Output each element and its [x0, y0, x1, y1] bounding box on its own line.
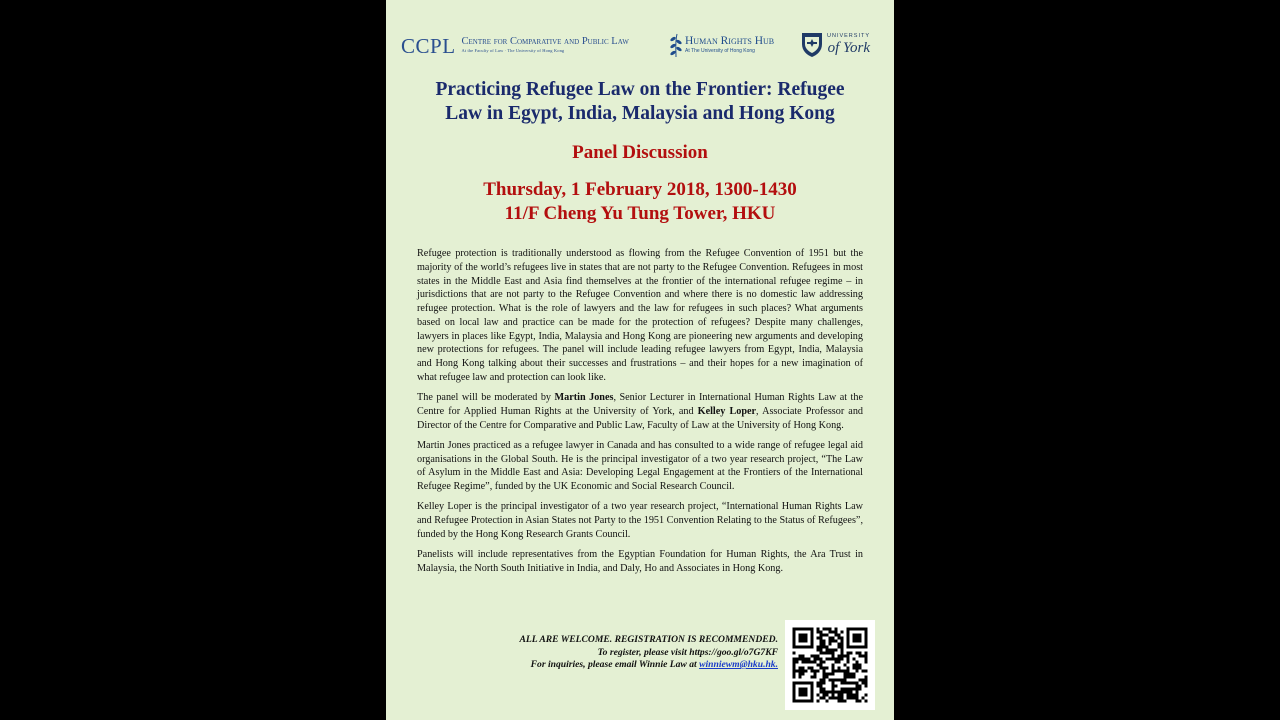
- york-university-label: UNIVERSITY: [827, 32, 871, 39]
- ccpl-logo: [401, 36, 629, 56]
- welcome-line: ALL ARE WELCOME. REGISTRATION IS RECOMMENDED.: [519, 634, 778, 645]
- moderator-name-1: Martin Jones: [554, 392, 614, 403]
- ccpl-name: Centre for Comparative and Public Law: [461, 36, 629, 47]
- description-paragraph-3: Martin Jones practiced as a refugee lawyer in Canada and has consulted to a wide range of refugee legal aid organisations in the Global South. He is the principal investigator of a two year research project, “The Law of Asylum in the Middle East and Asia: Developing Legal Engagement at the Frontiers of the International Refugee Regime”, funded by the UK Economic and Social Research Council.: [417, 439, 863, 492]
- human-rights-hub-logo: [669, 32, 774, 58]
- event-title-line-2: Law in Egypt, India, Malaysia and Hong Kong: [445, 103, 835, 124]
- panel-discussion-label: Panel Discussion: [572, 142, 708, 163]
- description-paragraph-2: The panel will be moderated by Martin Jones, Senior Lecturer in International Human Rights Law at the Centre for Applied Human Rights at the University of York, and Kelley Loper, Associate Professor and Director of the Centre for Comparative and Public Law, Faculty of Law at the University of Hong Kong.: [417, 392, 864, 431]
- register-line: To register, please visit https://goo.gl/o7G7KF: [597, 646, 778, 658]
- york-crest-icon: [800, 30, 824, 58]
- logo-bar: [386, 28, 894, 64]
- registration-footer: [486, 634, 778, 672]
- description-paragraph-5: Panelists will include representatives from the Egyptian Foundation for Human Rights, the Ara Trust in Malaysia, the North South Initiative in India, and Daly, Ho and Associates in Hong Kong.: [417, 549, 863, 574]
- moderator-name-2: Kelley Loper: [697, 405, 757, 417]
- poster: [386, 0, 894, 720]
- hrh-subtitle: At The University of Hong Kong: [685, 48, 755, 54]
- hrh-name: Human Rights Hub: [685, 35, 775, 47]
- ccpl-letters: CCPL: [401, 34, 456, 58]
- description-paragraph-1: Refugee protection is traditionally understood as flowing from the Refugee Convention of 1951 but the majority of the world’s refugees live in states that are not party to the Refugee Convention. Refugees in most states in the Middle East and Asia find themselves at the frontier of the international refugee regime – in jurisdictions that are not party to the Refugee Convention and where there is no domestic law addressing refugee protection. What is the role of lawyers and the law for refugees in such places? What arguments based on local law and practice can be made for the protection of refugees? Despite many challenges, lawyers in places like Egypt, India, Malaysia and Hong Kong are pioneering new arguments and developing new protections for refugees. The panel will include leading refugee lawyers from Egypt, India, Malaysia and Hong Kong talking about their successes and frustrations – and their hopes for a new imagination of what refugee law and protection can look like.: [417, 248, 863, 383]
- leaf-icon: [669, 32, 683, 58]
- event-venue: 11/F Cheng Yu Tung Tower, HKU: [504, 203, 776, 224]
- description-paragraph-4: Kelley Loper is the principal investigator of a two year research project, “International Human Rights Law and Refugee Protection in Asian States not Party to the 1951 Convention Relating to the Status of Refugees”, funded by the Hong Kong Research Grants Council.: [417, 501, 863, 540]
- event-date-time: Thursday, 1 February 2018, 1300-1430: [483, 179, 797, 200]
- event-details: [386, 178, 894, 226]
- university-of-york-logo: [800, 30, 870, 58]
- event-title: [386, 78, 894, 126]
- york-name: of York: [827, 39, 871, 56]
- ccpl-subtitle: At the Faculty of Law · The University of Hong Kong: [461, 48, 565, 53]
- qr-code[interactable]: [785, 620, 875, 710]
- contact-email-link[interactable]: winniewm@hku.hk.: [699, 659, 778, 670]
- event-description: [417, 247, 863, 582]
- event-title-line-1: Practicing Refugee Law on the Frontier: Refugee: [435, 79, 845, 100]
- inquiries-line: For inquiries, please email Winnie Law at winniewm@hku.hk.: [530, 659, 778, 670]
